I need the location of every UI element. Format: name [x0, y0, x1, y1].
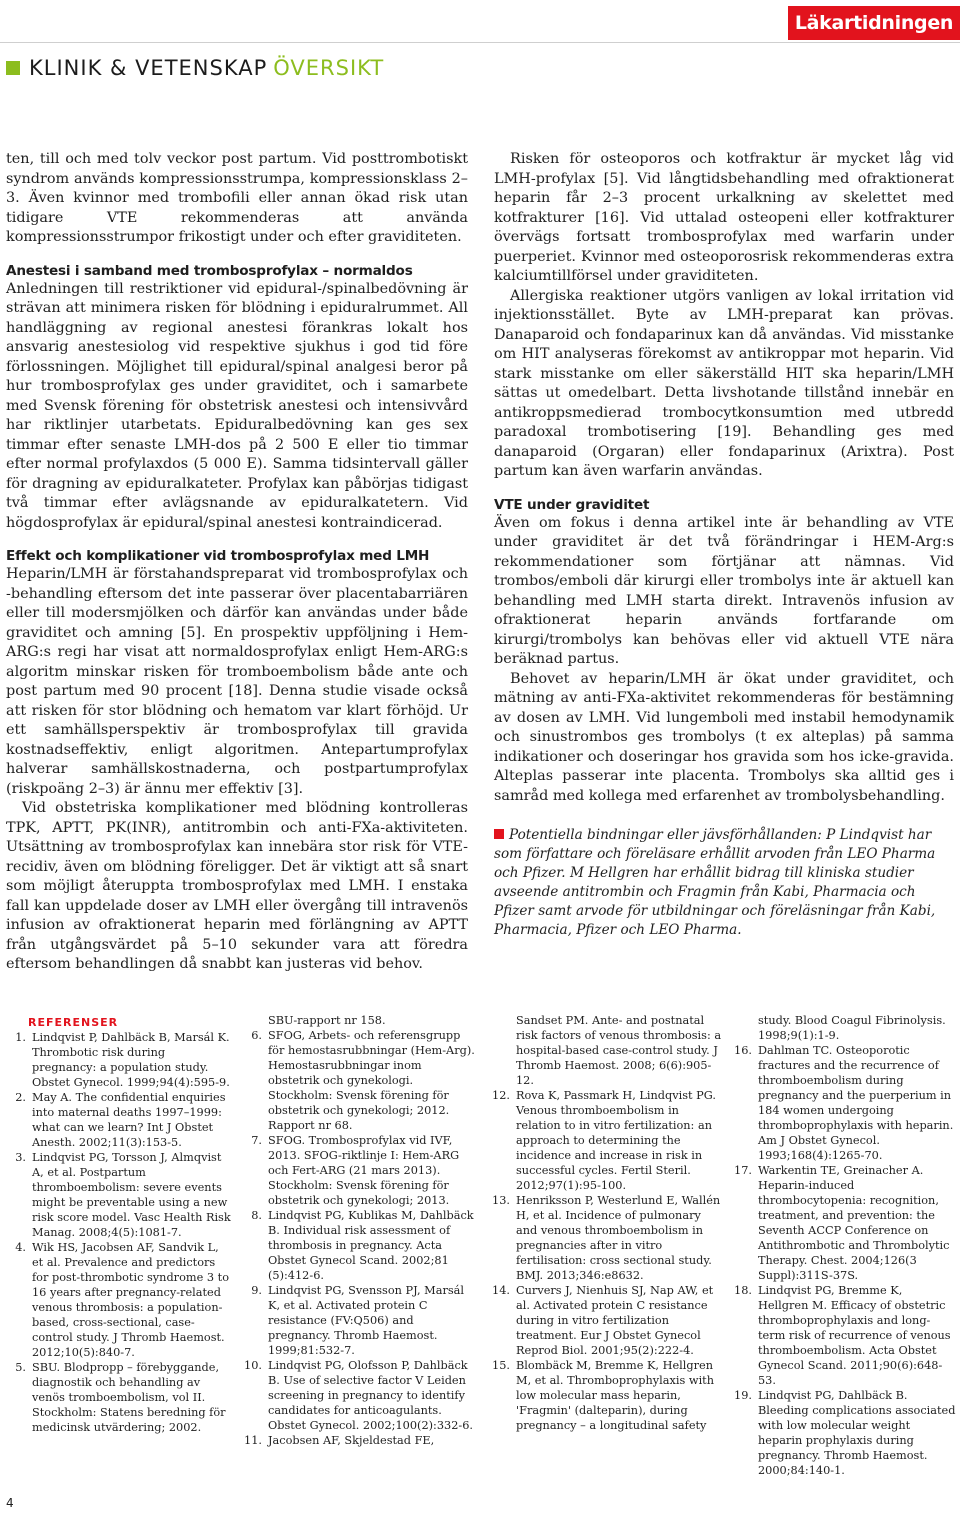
reference-number: 18.	[734, 1284, 752, 1297]
reference-text: Henriksson P, Westerlund E, Wallén H, et al. Incidence of pulmonary and venous thromboembolism in pregnancies after in vitro fertilisation: cross sectional study. BMJ. 2013;346:e8632.	[516, 1194, 721, 1282]
reference-item	[730, 1013, 956, 1043]
reference-number: 6.	[251, 1029, 262, 1042]
reference-item	[488, 1088, 722, 1193]
reference-number: 8.	[251, 1209, 262, 1222]
reference-text: Curvers J, Nienhuis SJ, Nap AW, et al. Activated protein C resistance during in vitro fertilization treatment. Eur J Obstet Gynecol Reprod Biol. 2001;95(2):222-4.	[516, 1284, 714, 1357]
reference-number: 15.	[492, 1359, 510, 1372]
references-column-3	[488, 1013, 722, 1433]
reference-item	[240, 1358, 476, 1433]
reference-text: SBU-rapport nr 158.	[268, 1014, 386, 1027]
reference-number: 16.	[734, 1044, 752, 1057]
left-column	[6, 150, 468, 975]
reference-item	[4, 1360, 232, 1435]
masthead-divider	[0, 42, 960, 43]
reference-number	[730, 1013, 758, 1043]
reference-item	[240, 1433, 476, 1448]
reference-text: Lindqvist PG, Olofsson P, Dahlbäck B. Use of selective factor V Leiden screening in pregnancy to identify candidates for anticoagulants. Obstet Gynecol. 2002;100(2):332-6.	[268, 1359, 474, 1432]
reference-number: 19.	[734, 1389, 752, 1402]
reference-item	[240, 1028, 476, 1133]
reference-text: Lindqvist PG, Dahlbäck B. Bleeding complications associated with low molecular weight heparin prophylaxis during pregnancy. Thromb Haemost. 2000;84:140-1.	[758, 1389, 956, 1477]
reference-item	[4, 1150, 232, 1240]
section-label: KLINIK & VETENSKAP	[29, 56, 268, 80]
subheading: Anestesi i samband med trombosprofylax – normaldos	[6, 262, 413, 279]
reference-text: Lindqvist PG, Torsson J, Almqvist A, et al. Postpartum thromboembolism: severe events might be preventable using a new risk score model. Vasc Health Risk Manag. 2008;4(5):1081-7.	[32, 1151, 231, 1239]
page-number: 4	[6, 1496, 14, 1510]
body-paragraph: Även om fokus i denna artikel inte är behandling av VTE under graviditet är det två förändringar i HEM-Arg:s rekommendationer som förtjänar att nämnas. Vid trombos/emboli där kirurgi eller trombolys inte är aktuell kan behandling med LMH starta direkt. Intravenös infusion av ofraktionerat heparin används fortfarande om kirurgi/trombolys kan behövas eller vid aktuell VTE nära beräknad partus.	[494, 514, 954, 667]
disclosure-text: Potentiella bindningar eller jävsförhållanden: P Lindqvist har som författare och föreläsare erhållit arvoden från LEO Pharma och Pfizer. M Hellgren har erhållit bidrag till kliniska studier avseende antitrombin och Fragmin från Kabi, Pharmacia och Pfizer samt arvode för utbildningar och föreläsningar från Kabi, Pharmacia, Pfizer och LEO Pharma.	[494, 827, 936, 938]
body-paragraph: Allergiska reaktioner utgörs vanligen av lokal irritation vid injektionsstället. Byte av LMH-preparat kan prövas. Danaparoid och fondaparinux kan då användas. Vid misstanke om HIT analyseras förekomst av antikroppar mot heparin. Vid stark misstanke om eller säkerställd HIT ska heparin/LMH sättas ut omedelbart. Detta livshotande tillstånd innebär en antikroppsmedierad trombocytkonsumtion med utbredd paradoxal trombotisering [19]. Behandling ges med danaparoid (Orgaran) eller fondaparinux (Arixtra). Post partum kan även warfarin användas.	[494, 287, 954, 479]
reference-item	[240, 1208, 476, 1283]
reference-number: 12.	[492, 1089, 510, 1102]
disclosure-note	[494, 826, 954, 940]
subheading: VTE under graviditet	[494, 496, 650, 513]
body-paragraph: Risken för osteoporos och kotfraktur är mycket låg vid LMH-profylax [5]. Vid långtidsbehandling med ofraktionerat heparin får 2–3 procent urkalkning av skelettet med kotfrakturer [16]. Vid uttalad osteopeni eller kotfrakturer övervägs fortsatt trombosprofylax med warfarin under puerperiet. Kvinnor med osteoporosrisk rekommenderas extra kalciumtillförsel under graviditeten.	[494, 151, 954, 284]
reference-text: Sandset PM. Ante- and postnatal risk factors of venous thrombosis: a hospital-based case-control study. J Thromb Haemost. 2008; 6(6):905-12.	[516, 1014, 722, 1087]
reference-item	[488, 1358, 722, 1433]
reference-number: 17.	[734, 1164, 752, 1177]
reference-text: Lindqvist PG, Kublikas M, Dahlbäck B. Individual risk assessment of thrombosis in pregnancy. Acta Obstet Gynecol Scand. 2002;81 (5):412-6.	[268, 1209, 474, 1282]
reference-text: Lindqvist P, Dahlbäck B, Marsál K. Thrombotic risk during pregnancy: a population study. Obstet Gynecol. 1999;94(4):595-9.	[32, 1031, 230, 1089]
reference-number: 10.	[244, 1359, 262, 1372]
section-label-accent: ÖVERSIKT	[273, 56, 385, 80]
body-paragraph: Behovet av heparin/LMH är ökat under graviditet, och mätning av anti-FXa-aktivitet rekommenderas för bestämning av dosen av LMH. Vid lungemboli med instabil hemodynamik och sinustrombos ges trombolys (t ex alteplas) på samma indikationer och doseringar hos gravida som hos icke-gravida. Alteplas passerar inte placenta. Trombolys ska alltid ges i samråd med kollega med erfarenhet av trombolysbehandling.	[494, 670, 954, 804]
reference-number	[240, 1013, 268, 1028]
reference-text: Warkentin TE, Greinacher A. Heparin-induced thrombocytopenia: recognition, treatment, and prevention: the Seventh ACCP Conference on Antithrombotic and Thrombolytic Therapy. Chest. 2004;126(3 Suppl):311S-37S.	[758, 1164, 950, 1282]
reference-number: 3.	[15, 1151, 26, 1164]
reference-item	[4, 1240, 232, 1360]
reference-number: 5.	[15, 1361, 26, 1374]
body-paragraph: ten, till och med tolv veckor post partum. Vid posttrombotiskt syndrom används kompressionsstrumpa, kompressionsklass 2–3. Även kvinnor med trombofili eller annan ökad risk utan tidigare VTE rekommenderas att använda kompressionsstrumpor frikostigt under och efter graviditeten.	[6, 151, 468, 245]
reference-text: SFOG, Arbets- och referensgrupp för hemostasrubbningar (Hem-Arg). Hemostasrubbningar inom obstetrik och gynekologi. Stockholm: Svensk förening för obstetrik och gynekologi; 2012. Rapport nr 68.	[268, 1029, 475, 1132]
references-column-2	[240, 1013, 476, 1448]
body-paragraph: Vid obstetriska komplikationer med blödning kontrolleras TPK, APTT, PK(INR), antitrombin och anti-FXa-aktiviteten. Utsättning av trombosprofylax kan innebära stor risk för VTE-recidiv, även om blödning föreligger. Det är viktigt att så snart som möjligt återuppta trombosprofylax med LMH. I enstaka fall kan uppdelade doser av LMH eller övergång till intravenös infusion av ofraktionerat heparin med förlängning av APTT från utgångsvärdet på 5–10 sekunder vara att föredra eftersom behandlingen då snabbt kan justeras vid behov.	[6, 800, 468, 972]
reference-number: 13.	[492, 1194, 510, 1207]
reference-item	[730, 1283, 956, 1388]
reference-number	[488, 1013, 516, 1088]
reference-text: Lindqvist PG, Bremme K, Hellgren M. Efficacy of obstetric thromboprophylaxis and long-term risk of recurrence of venous thromboembolism. Acta Obstet Gynecol Scand. 2011;90(6):648-53.	[758, 1284, 951, 1387]
reference-item	[240, 1283, 476, 1358]
reference-item	[730, 1163, 956, 1283]
masthead-logo	[788, 6, 960, 40]
reference-number: 1.	[15, 1031, 26, 1044]
reference-number: 11.	[244, 1434, 262, 1447]
reference-item	[240, 1133, 476, 1208]
reference-text: SFOG. Trombosprofylax vid IVF, 2013. SFOG-riktlinje I: Hem-ARG och Fert-ARG (21 mars 2013). Stockholm: Svensk förening för obstetrik och gynekologi; 2013.	[268, 1134, 460, 1207]
reference-text: Wik HS, Jacobsen AF, Sandvik L, et al. Prevalence and predictors for post-thrombotic syndrome 3 to 16 years after pregnancy-related venous thrombosis: a population-based, cross-sectional, case-control study. J Thromb Haemost. 2012;10(5):840-7.	[32, 1241, 229, 1359]
references-title: REFERENSER	[28, 1016, 119, 1029]
reference-item	[4, 1090, 232, 1150]
reference-number: 7.	[251, 1134, 262, 1147]
references-column-4	[730, 1013, 956, 1478]
reference-item	[488, 1283, 722, 1358]
reference-item	[488, 1013, 722, 1088]
reference-item	[730, 1043, 956, 1163]
subheading: Effekt och komplikationer vid trombosprofylax med LMH	[6, 548, 430, 564]
reference-item	[730, 1388, 956, 1478]
reference-text: Blombäck M, Bremme K, Hellgren M, et al. Thromboprophylaxis with low molecular mass heparin, 'Fragmin' (dalteparin), during pregnancy – a longitudinal safety	[516, 1359, 714, 1432]
body-paragraph: Heparin/LMH är förstahandspreparat vid trombosprofylax och -behandling eftersom det inte passerar över placentabarriären eller till modersmjölken och därför kan användas under både graviditet och amning [5]. En prospektiv uppföljning i Hem-ARG:s regi har visat att normaldosprofylax enligt Hem-ARG:s algoritm minskar risken för tromboembolism både ante och post partum med 90 procent [18]. Denna studie visade också att risken för stor blödning och hematom var klart förhöjd. Ur ett samhällsperspektiv är trombosprofylax till gravida kostnadseffektiv, enligt algoritmen. Antepartumprofylax halverar samhällskostnaderna, och postpartumprofylax (riskpoäng 2–3) är ännu mer effektiv [3].	[6, 566, 468, 797]
reference-number: 2.	[15, 1091, 26, 1104]
reference-text: May A. The confidential enquiries into maternal deaths 1997–1999: what can we learn? Int J Obstet Anesth. 2002;11(3):153-5.	[32, 1091, 226, 1149]
reference-number: 14.	[492, 1284, 510, 1297]
references-column-1	[4, 1030, 232, 1435]
reference-number: 9.	[251, 1284, 262, 1297]
right-column	[494, 150, 954, 940]
section-header	[6, 56, 384, 80]
reference-text: Rova K, Passmark H, Lindqvist PG. Venous thromboembolism in relation to in vitro fertilization: an approach to determining the incidence and increase in risk in successful cycles. Fertil Steril. 2012;97(1):95-100.	[516, 1089, 716, 1192]
reference-item	[4, 1030, 232, 1090]
reference-item	[488, 1193, 722, 1283]
body-paragraph: Anledningen till restriktioner vid epidural-/spinalbedövning är strävan att minimera risken för blödning i epiduralrummet. All handläggning av regional anestesi förankras lokalt hos ansvarig anestesiolog vid respektive sjukhus i god tid före förlossningen. Möjlighet till epidural/spinal analgesi beror på hur trombosprofylax ges under graviditet, och i samarbete med Svensk förening för obstetrisk anestesi och intensivvård har riktlinjer utarbetats. Epiduralbedövning kan ges sex timmar efter senaste LMH-dos på 2 500 E eller tio timmar efter normal profylaxdos (5 000 E). Samma tidsintervall gäller för dragning av epiduralkateter. Profylax kan påbörjas tidigast två timmar efter avlägsnande av epiduralkatetern. Vid högdosprofylax är epidural/spinal anestesi kontraindicerad.	[6, 280, 468, 531]
reference-item	[240, 1013, 476, 1028]
reference-number: 4.	[15, 1241, 26, 1254]
reference-text: SBU. Blodpropp – förebyggande, diagnostik och behandling av venös tromboembolism, vol II. Stockholm: Statens beredning för medicinsk utvärdering; 2002.	[32, 1361, 226, 1434]
reference-text: Jacobsen AF, Skjeldestad FE,	[268, 1434, 435, 1447]
masthead-title: Läkartidningen	[794, 12, 954, 34]
reference-text: Lindqvist PG, Svensson PJ, Marsál K, et al. Activated protein C resistance (FV:Q506) and pregnancy. Thromb Haemost. 1999;81:532-7.	[268, 1284, 465, 1357]
red-square-icon	[494, 829, 504, 839]
reference-text: Dahlman TC. Osteoporotic fractures and the recurrence of thromboembolism during pregnancy and the puerperium in 184 women undergoing thromboprophylaxis with heparin. Am J Obstet Gynecol. 1993;168(4):1265-70.	[758, 1044, 954, 1162]
green-square-icon	[6, 61, 20, 75]
reference-text: study. Blood Coagul Fibrinolysis. 1998;9(1):1-9.	[758, 1014, 946, 1042]
